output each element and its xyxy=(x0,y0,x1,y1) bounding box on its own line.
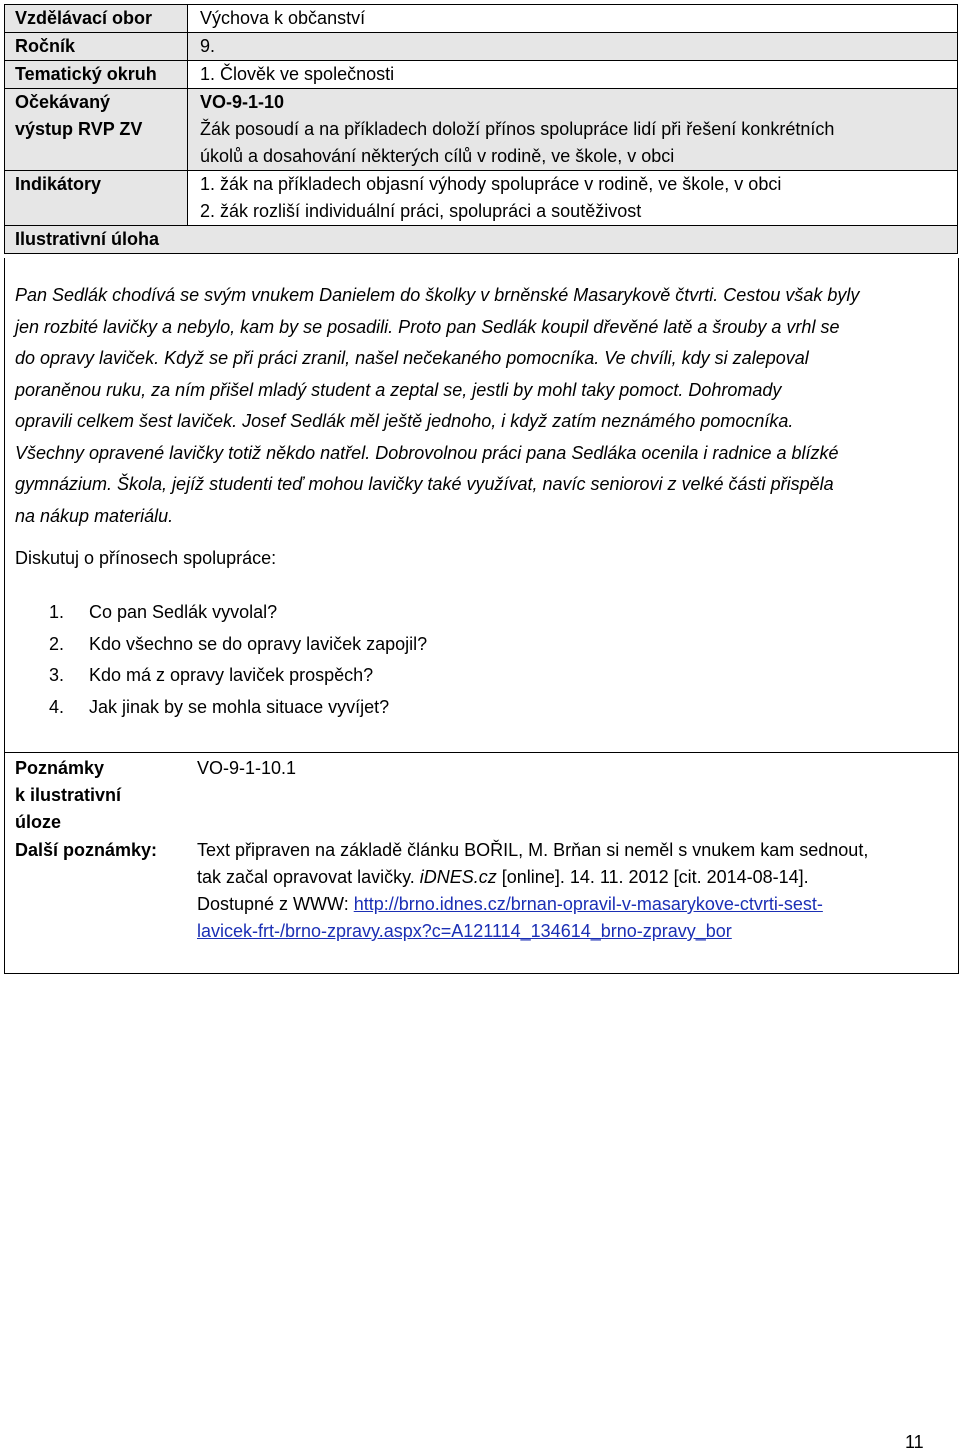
source-citation xyxy=(197,837,947,945)
question-item xyxy=(49,692,427,724)
task-story xyxy=(15,280,947,532)
grade-label: Ročník xyxy=(5,33,188,61)
field-value: Výchova k občanství xyxy=(188,5,958,33)
notes-label-line-2: k ilustrativní xyxy=(15,785,122,805)
citation-line-4 xyxy=(197,918,947,945)
citation-line-1: Text připraven na základě článku BOŘIL, M. Brňan si neměl s vnukem kam sednout, xyxy=(197,840,869,860)
question-text: Kdo má z opravy laviček prospěch? xyxy=(89,665,374,685)
indicators-list xyxy=(200,171,957,225)
topic-value: 1. Člověk ve společnosti xyxy=(188,61,958,89)
indicators-label: Indikátory xyxy=(5,171,188,226)
notes-label-line-3: úloze xyxy=(15,812,62,832)
citation-date: [online]. 14. 11. 2012 [cit. 2014-08-14]. xyxy=(496,867,809,887)
question-number: 4. xyxy=(49,696,65,717)
notes-box xyxy=(4,752,959,974)
question-item xyxy=(49,660,427,692)
story-line: opravili celkem šest laviček. Josef Sedlák měl ještě jednoho, i když zatím neznámého pomocníka. xyxy=(15,411,794,431)
grade-value: 9. xyxy=(188,33,958,61)
citation-publication: iDNES.cz xyxy=(419,867,497,887)
notes-label-line-1: Poznámky xyxy=(15,758,105,778)
notes-code: VO-9-1-10.1 xyxy=(197,758,297,778)
source-link-continued[interactable]: lavicek-frt-/brno-zpravy.aspx?c=A121114_134614_brno-zpravy_bor xyxy=(197,921,732,941)
question-number: 2. xyxy=(49,633,65,654)
story-line: do opravy laviček. Když se při práci zranil, našel nečekaného pomocníka. Ve chvíli, kdy si zalepoval xyxy=(15,348,809,368)
story-line: na nákup materiálu. xyxy=(15,505,174,526)
question-text: Co pan Sedlák vyvolal? xyxy=(89,602,278,622)
indicators-value xyxy=(188,171,958,226)
citation-line-3 xyxy=(197,891,947,918)
question-number: 3. xyxy=(49,665,65,685)
outcome-text-line-2: úkolů a dosahování některých cílů v rodině, ve škole, v obci xyxy=(200,146,675,166)
topic-label: Tematický okruh xyxy=(5,61,188,89)
citation-line-2 xyxy=(197,864,947,891)
question-text: Kdo všechno se do opravy laviček zapojil? xyxy=(89,633,428,654)
story-line: Všechny opravené lavičky totiž někdo natřel. Dobrovolnou práci pana Sedláka ocenila i radnice a blízké xyxy=(15,442,839,463)
question-number: 1. xyxy=(49,602,65,622)
discussion-prompt: Diskutuj o přínosech spolupráce: xyxy=(15,548,277,568)
field-label: Vzdělávací obor xyxy=(5,5,188,33)
citation-text: tak začal opravovat lavičky. xyxy=(197,867,420,887)
outcome-text-line-1: Žák posoudí a na příkladech doloží přínos spolupráce lidí při řešení konkrétních xyxy=(200,119,835,139)
outcome-label-line-2: výstup RVP ZV xyxy=(15,119,143,139)
notes-label xyxy=(15,755,121,836)
more-notes-label: Další poznámky: xyxy=(15,840,158,860)
indicator-item: 2. žák rozliší individuální práci, spolupráci a soutěživost xyxy=(200,201,642,221)
outcome-label xyxy=(5,89,188,171)
outcome-value xyxy=(188,89,958,171)
story-line: jen rozbité lavičky a nebylo, kam by se posadili. Proto pan Sedlák koupil dřevěné latě a šrouby a vrhl se xyxy=(15,316,840,337)
task-label: Ilustrativní úloha xyxy=(5,226,958,254)
outcome-label-line-1: Očekávaný xyxy=(15,92,111,112)
questions-list xyxy=(49,597,427,723)
story-line: poraněnou ruku, za ním přišel mladý student a zeptal se, jestli by mohl taky pomoct. Dohromady xyxy=(15,379,782,400)
page-number: 11 xyxy=(905,1432,924,1452)
story-line: Pan Sedlák chodívá se svým vnukem Danielem do školky v brněnské Masarykově čtvrti. Cestou však byly xyxy=(15,285,860,305)
question-item xyxy=(49,629,427,661)
story-line: gymnázium. Škola, jejíž studenti teď mohou lavičky také využívat, navíc seniorovi z velké části přispěla xyxy=(15,474,834,494)
question-item xyxy=(49,597,427,629)
outcome-code: VO-9-1-10 xyxy=(200,92,285,112)
task-box xyxy=(4,258,959,752)
indicator-item: 1. žák na příkladech objasní výhody spolupráce v rodině, ve škole, v obci xyxy=(200,174,782,194)
metadata-table xyxy=(4,4,958,254)
source-link[interactable]: http://brno.idnes.cz/brnan-opravil-v-masarykove-ctvrti-sest- xyxy=(353,894,823,914)
citation-available: Dostupné z WWW: xyxy=(197,894,354,914)
question-text: Jak jinak by se mohla situace vyvíjet? xyxy=(89,696,390,717)
